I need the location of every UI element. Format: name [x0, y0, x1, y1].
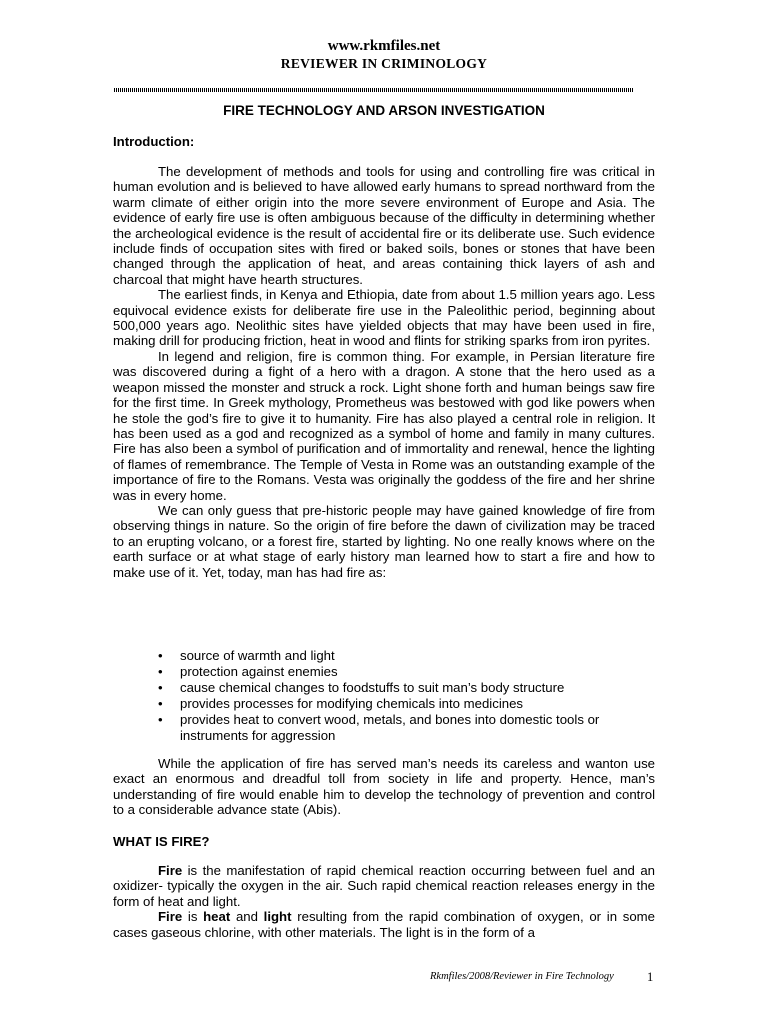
fire-definitions	[113, 863, 655, 940]
page-number: 1	[647, 970, 654, 984]
list-item: • source of warmth and light	[158, 648, 658, 664]
connector-text: and	[230, 909, 264, 925]
fire-term: Fire	[158, 863, 183, 878]
heat-term: heat	[203, 909, 231, 925]
fire-definition-1	[113, 863, 655, 909]
list-item: • provides heat to convert wood, metals, and bones into domestic tools or instruments for aggression	[158, 712, 658, 744]
document-title: FIRE TECHNOLOGY AND ARSON INVESTIGATION	[223, 103, 545, 118]
closing-section	[113, 756, 655, 818]
fire-definition-2-text: resulting from the rapid combination of oxygen, or in some cases gaseous chlorine, with other materials. The light is in the form of a	[113, 909, 655, 940]
connector-text: is	[182, 909, 204, 925]
fire-uses-list	[158, 648, 658, 744]
intro-paragraphs	[113, 164, 655, 580]
intro-paragraph-1: The development of methods and tools for using and controlling fire was critical in human evolution and is believed to have allowed early humans to spread northward from the warm climate of either origin into the more severe environment of Europe and Asia. The evidence of early fire use is often ambiguous because of the difficulty in determining whether the archeological evidence is the result of accidental fire or its deliberate use. Such evidence include finds of occupation sites with fired or baked soils, bones or stones that have been changed through the application of heat, and areas containing thick layers of ash and charcoal that might have hearth structures.	[113, 164, 655, 287]
fire-term: Fire	[158, 909, 183, 925]
list-item: • protection against enemies	[158, 664, 658, 680]
fire-definition-2	[113, 909, 655, 940]
light-term: light	[263, 909, 292, 925]
reviewer-subtitle: REVIEWER IN CRIMINOLOGY	[280, 56, 488, 71]
list-item: • provides processes for modifying chemicals into medicines	[158, 696, 658, 712]
intro-section	[113, 134, 655, 149]
intro-heading: Introduction:	[113, 134, 195, 149]
closing-paragraph: While the application of fire has served man’s needs its careless and wanton use exact an enormous and dreadful toll from society in life and property. Hence, man’s understanding of fire would enable him to develop the technology of prevention and control to a considerable advance state (Abis).	[113, 756, 655, 818]
list-item: • cause chemical changes to foodstuffs to suit man’s body structure	[158, 680, 658, 696]
intro-paragraph-3: In legend and religion, fire is common thing. For example, in Persian literature fire was discovered during a fight of a hero with a dragon. A stone that the hero used as a weapon missed the monster and struck a rock. Light shone forth and human beings saw fire for the first time. In Greek mythology, Prometheus was bestowed with god like powers when he stole the god’s fire to give it to humanity. Fire has also played a central role in religion. It has been used as a god and recognized as a symbol of home and family in many cultures. Fire has also been a symbol of purification and of immortality and renewal, hence the lighting of flames of remembrance. The Temple of Vesta in Rome was an outstanding example of the importance of fire to the Romans. Vesta was originally the goddess of the fire and her shrine was in every home.	[113, 348, 655, 503]
header-divider	[114, 88, 634, 92]
what-is-fire-section	[113, 834, 655, 849]
intro-paragraph-2: The earliest finds, in Kenya and Ethiopia, date from about 1.5 million years ago. Less equivocal evidence exists for deliberate fire use in the Paleolithic period, beginning about 500,000 years ago. Neolithic sites have yielded objects that may have been used in fire, making drill for producing friction, heat in wood and flints for striking sparks from iron pyrites.	[113, 287, 655, 349]
site-url: www.rkmfiles.net	[327, 38, 441, 54]
what-is-fire-heading: WHAT IS FIRE?	[113, 834, 210, 849]
intro-paragraph-4: We can only guess that pre-historic people may have gained knowledge of fire from observing things in nature. So the origin of fire before the dawn of civilization may be traced to an erupting volcano, or a forest fire, started by lighting. No one really knows where on the earth surface or at what stage of early history man learned how to start a fire and how to make use of it. Yet, today, man has had fire as:	[113, 502, 655, 580]
fire-definition-1-text: is the manifestation of rapid chemical reaction occurring between fuel and an oxidizer- typically the oxygen in the air. Such rapid chemical reaction releases energy in the form of heat and light.	[113, 863, 655, 909]
footer-source: Rkmfiles/2008/Reviewer in Fire Technology	[430, 971, 614, 982]
